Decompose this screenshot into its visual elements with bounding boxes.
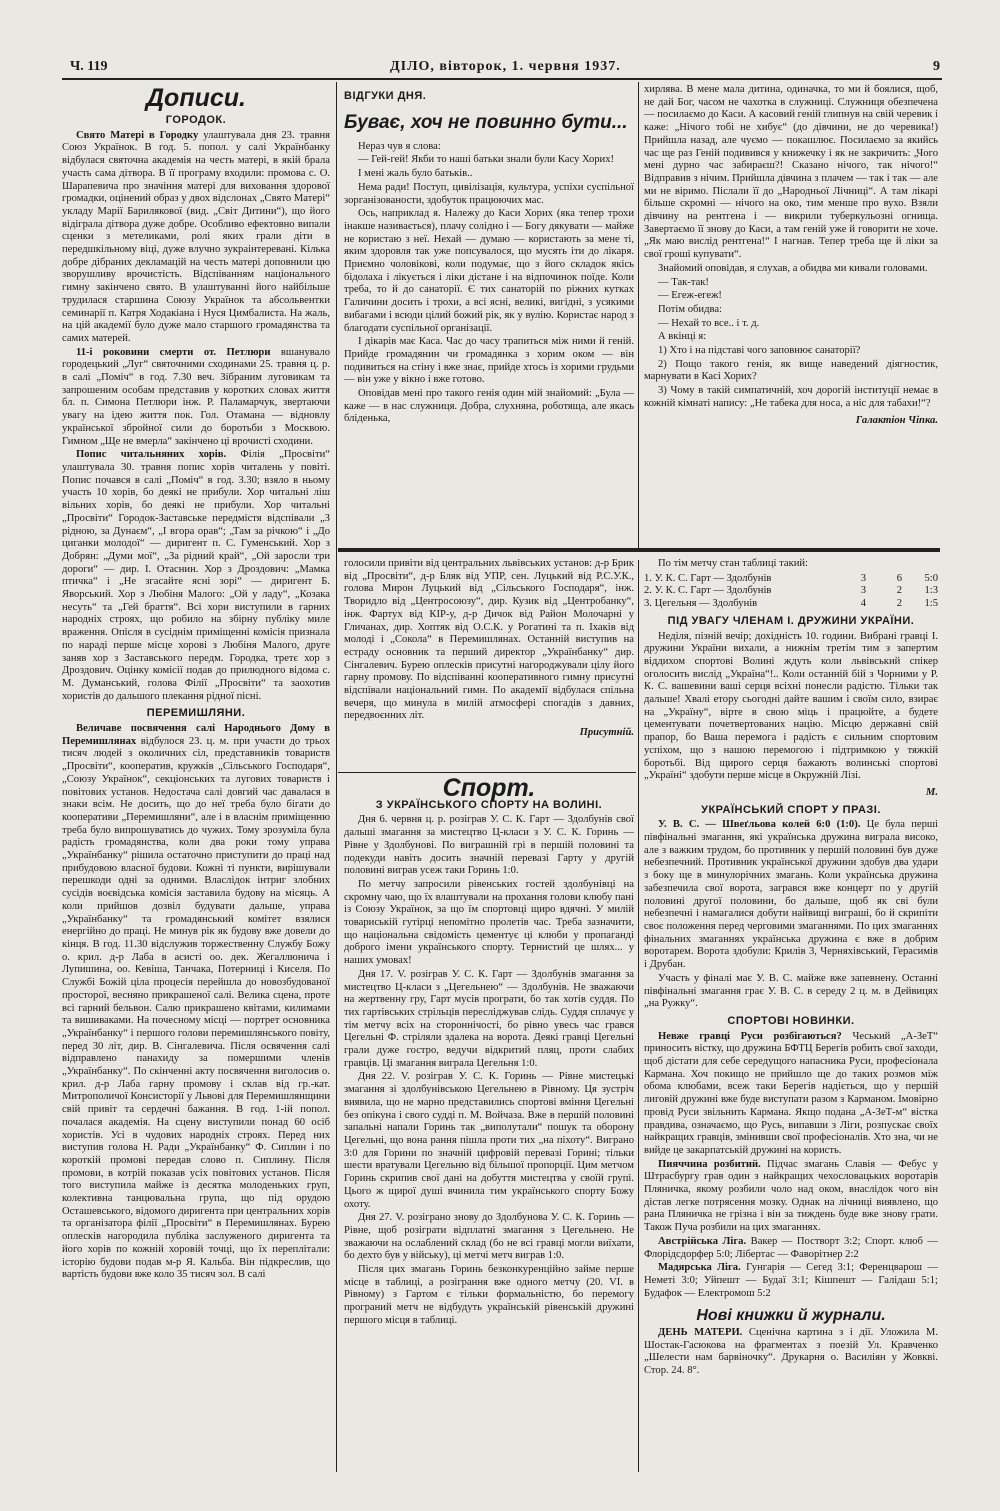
sport-paragraph: Участь у фіналі має У. В. С. майже вже запевнену. Останні півфінальні змагання грає У. В. С. в середу 2 ц. м. в Дейвицях „на Ружку“.: [644, 972, 938, 1010]
news-item: Мадярська Ліга. Гунгарія — Сегед 3:1; Ференцварош — Неметі 3:0; Уйпешт — Будаї 3:1; Кішпешт — Галідаш 5:1; Будафок — Електромош 5:2: [644, 1262, 938, 1299]
column-sport: [344, 776, 634, 1472]
standings-intro: По тім метчу стан таблиці такий:: [658, 558, 809, 569]
goals-cell: 1:5: [924, 598, 938, 610]
paragraph-lead: У. В. С. — Швеґльова колей 6:0 (1:0).: [658, 819, 861, 831]
games-cell: 3: [860, 585, 866, 597]
feature-paragraph: 2) Пощо такого генія, як вище наведений діягностик, марнувати в Касі Хорих?: [644, 358, 938, 383]
feature-paragraph: хирлява. В мене мала дитина, одиначка, то ми й боялися, щоб, не дай Бог, часом не чахотка в служниці. Служниця обезпечена — посилаємо до Каси. А касовий геній глипнув на свій черевик і каже: „Нічого тобі не хибує“ (до дівчини, не до черевика!) Прийшла назад, але чуємо — покашлює. Посилаємо за якийсь час ще раз Геній подивився у книжечку і як не закричить: „Чого мені дурно час забираєш?! Сказано нічого, так нічого!“ Відправив з нічим. Прийшла дівчина з плачем — так і так — але ми не віримо. Післали її до „Народньої Лічниці“. А там лікарі більше скромні — нічого на око, тим менше про вухо. Взяли дівчину на рентгена і — викрили туберкульозні огнища. Завертаємо її знову до Каси, а там геній уже й говорити не хоче. „Як маю вислід рентгена!“ І нагнав. Тепер треба ще й ліки за свої гроші купувати“.: [644, 84, 938, 261]
sport-paragraph: Дня 6. червня ц. р. розіграв У. С. К. Гарт — Здолбунів свої дальші змагання за мистецтво Ц-класи з У. С. К. Горинь — Рівне у Здолбунові. По виграшній грі в першій половині та подекуди навіть досить значній перевазі Гарту у другій половині виграв усеж таки Горинь 1:0.: [344, 814, 634, 877]
column-divider: [638, 82, 639, 552]
subsection-heading: ПЕРЕМИШЛЯНИ.: [146, 707, 246, 720]
column-feature-continued: [644, 84, 938, 544]
page-header: [60, 55, 940, 77]
subsection-heading: ГОРОДОК.: [165, 114, 227, 126]
article-paragraph: Попис читальняних хорів. Філія „Просвіти“ улаштувала 30. травня попис хорів читалень у повіті. Попис почався в салі „Поміч“ в год. 3.30; взяло в ньому участь 10 хорів, бо деякі не прибули. Хор читальні ліш вільних хорів, бо деякі не прибули. Хор читальні „Просвіти“ Городок-Заставське передмістя відспівали „З рідною, за Дунаєм“, „І вгора орав“; „Там за річкою“ і „До циганки молодої“ — диригент п. С. Гуменський. Хор з Добрян: „Думи мої“, „За рідний край“, „Ой заросли три дороги“ — дир. І. Отаснин. Хор з Дроздович: „Мамка птичка“ і „Не згасайте ясні зорі“ — диригент Б. Яворський. Хор з Любіня Малого: „Ой у ладу“, „Козака несуть“ та „Гей браття“. Всі хори виступили в гарних народніх строях, що робило на збірну публіку миле враження. Опісля в сусіднім приміщенні комісія признала по нараді перше місце хорові з Любіня Малого, друге заняв хор з Заставського передм. Городка, третє хор з Дроздович. Оцінку комісії подав до прилюдного відома с. М. Думанський, голова Філії „Просвіти“ та заохотив хористів до дальшого плекання рідної пісні.: [62, 449, 330, 702]
sport-paragraph: Дня 27. V. розіграно знову до Здолбунова У. С. К. Горинь — Рівне, щоб розіграти відплатні змагання з Цегельнею. Не зважаючи на ослаблений склад (бо не всі гравці могли виїхати, бо дехто був у війську), ці метчі метч виграв 1:0.: [344, 1212, 634, 1262]
team-cell: 2. У. К. С. Гарт — Здолбунів: [644, 585, 772, 597]
feature-paragraph: Знайомий оповідав, я слухав, а обидва ми кивали головами.: [658, 262, 928, 274]
paragraph-lead: Попис читальняних хорів.: [76, 449, 227, 461]
feature-paragraph: І дікарів має Каса. Час до часу трапиться між ними й геній. Прийде громадянин чи громадянка з хорим оком — він подивиться на стіну і вже знає, прийде хтось із хорими грудьми — він уже у вікно і вже готово.: [344, 336, 634, 386]
feature-title: Буває, хоч не повинно бути...: [344, 111, 628, 133]
article-paragraph: Величаве посвячення салі Народнього Дому в Перемишлянах відбулося 23. ц. м. при участи до трьох тисяч людей з околичних сіл, представників товариств „Просвіти“, кооператив, кружків „Сільського Господаря“, „Союзу Українок“, секціонських та лугових товариств і повітових установ. Недостача салі довгий час давалася в знаки всім. Не досить, що до неї треба було бігати до кооперативи „Перемишляни“, але і в власнім приміщенню треба було випрошуватись до чужих. Тому зрозуміла була радість громадянства, коли два роки тому управа „Українбанку“ рішила остаточно приступити до праці над прибудовою власної будови. Кожні ті пункти, вирішували перешкоди одні за одними. Власлідок інтриг злобних сусідів воєвідська комісія заставила будову на місяць. А коли прийшов дозвіл будувати дальше, управа „Українбанку“ та громадянський комітет взялися енергійно до праці. Не минув рік як будову вже довели до кінця. В год. 11.30 відслужив торжественну Службу Божу о. крил. д-р Лаба в асисті оо. дек. Жегаллюнича і Лупишина, оо. Кевіша, Танчака, Потерниці і Киселя. По Службі Божій ціла процесія перейшла до новозбудованої просторої, весняно прикрашеної салі. Велика сцена, проте всі гарний бельвон. Салю прикрашено квітами, килимами та вишиваками. На почесному місці — портрет основника „Українбанку“ і першого голови перемишлянського повіту, перед 30 літ, дир. В. Сінгалевича. Після освячення салі відправлено панахиду за помершими членів „Українбанку“. По скінченні акту посвячення виголосив о. крил. д-р Лаба гарну промову і склав від гр.-кат. Митрополичої Консисторії у Львові для Перемишлянщини свій привіт та сердечні бажання. В год. 1-ій попол. почалася академія. На сцену виступили понад 60 осіб хористів. Усі в чудових народніх строях. Перед них виступив голова Н. Ради „Українбанку“ Ф. Сиплин і по короткій промові передав слово п. Сиплину. Після промови, в котрій показав усіх повітових установ. Після того виступила майже із десятка молоденьких груп, колективна танцювальна група, що під орудою Осташевського, відомого диригента при центральних хорів та організатора філії „Просвіти“ в Перемишлянах. Бурею оплесків нагородила публіка заслуженого диригента та його хорів по кожній хоровій точці, що їх переплітали: історію будови подав м-р Я. Кальба. Він підкреслив, що вартість будови вже коло 35 тисяч зол. В салі: [62, 723, 330, 1281]
books-paragraph: ДЕНЬ МАТЕРИ. Сценічна картина з і дії. Уложила М. Шостак-Гасюкова на фрагментах з поезій Ул. Кравченко „Шелести нам барвіночку“. Друкарня о. Василіян у Жовкві. Стор. 24. 8°.: [644, 1327, 938, 1377]
team-cell: 1. У. К. С. Гарт — Здолбунів: [644, 572, 772, 584]
paragraph-lead: ДЕНЬ МАТЕРИ.: [658, 1327, 743, 1339]
section-title: Дописи.: [146, 84, 246, 112]
prague-heading: УКРАЇНСЬКИЙ СПОРТ У ПРАЗІ.: [701, 803, 881, 816]
notice-paragraph: Неділя, пізній вечір; дохідність 10. години. Вибрані гравці І. дружини України вихали, а нижнім третім тим з запертим віддихом спортові Волині ждуть коли львівський спікер оголосить вислід „Україна“!.. Коли останній бій з Чорними у Р. К. С. вашевини ваші серця всіхні понесли радістю. Тільки так дальше! Хвалі етору сьогодні дайте вашим і своїм сило, взирає на „Україну“, вірте в свою міць і працюйте, а будете цементувати почетвертованих націю. Місцю державні свій прапор, бо Ваша перемога і радість є сильним спортовим успіхом, що з нашою перемогою і підтримкою у тяжкій боротьбі. Від щирого серця бажають волинські спортові „Україні“ здобути перше місце в Окружній Лізі.: [644, 630, 938, 782]
feature-paragraph: Нема ради! Поступ, цивілізація, культура, успіхи суспільної зорганізованости, здобуток працюючих мас.: [344, 181, 634, 206]
feature-paragraph: Ось, наприклад я. Належу до Каси Хорих (яка тепер трохи інакше називається), плачу солідно і — Богу дякувати — майже не користаю з неї. Нехай — думаю — користають за мене ті, яким здоровля так уже попсувалося, що мусять іти до лікаря. Приємно чоловікові, коли подумає, що з його складок якісь бідолаха і лікується і ліки дістане і на відпочинок поїде. Коли треба, то й до санаторії. Є тих санаторій по ріжних кутках Галичини досить і трохи, а всі ясні, великі, вигідні, з усякими вибагами і всюди цілий божий рік, як у вулію. Користає народ з благодати суспільної організації.: [344, 208, 634, 334]
standings-row: [644, 585, 938, 598]
column-sport-right: [644, 558, 938, 1472]
article-signature: Присутній.: [579, 727, 634, 739]
paragraph-lead: 11-і роковини смерти от. Петлюри: [76, 346, 271, 358]
feature-paragraph: А вкінці я:: [658, 331, 707, 343]
paragraph-lead: Невже гравці Руси розбігаються?: [658, 1030, 842, 1042]
feature-paragraph: 1) Хто і на підставі чого заповнює санаторії?: [658, 345, 861, 357]
feature-paragraph: Потім обидва:: [658, 303, 722, 315]
paragraph-lead: Величаве посвячення салі Народнього Дому в Перемишлянах: [62, 723, 330, 747]
article-paragraph: голосили привіти від центральних львівських установ: д-р Брик від „Просвіти“, д-р Бляк від УПР, сен. Луцький від Р.С.У.К., голова Мирон Луцький від „Сільського Господаря“, інж. Творидло від „Центросоюзу“, дир. Кузик від „Центробанку“, інж. Фартух від КІР-у, д-р Дичок від Район Молочарні у Гличанах, дир. Хоптяк від О.С.К. у Рогатині та п. Іхаків від молоді і „Сокола“ в Перемишлянах. Останній виступив на естраду основник та перший директор „Українбанку“ дир. Сінгалевич. Бурею оплесків присутні нагороджували цілу його гарну промову. По відспіванні кооперативного гимну присутні відспівали національний гимн. По академії відбулася спільна вечеря, що минула в милій атмосфері спогадів з давних, передвоєнних літ.: [344, 558, 634, 722]
paragraph-lead: Свято Матері в Городку: [76, 129, 199, 141]
news-heading: СПОРТОВІ НОВИНКИ.: [727, 1014, 855, 1027]
page-number: 9: [933, 59, 940, 74]
feature-paragraph: — Так-так!: [658, 276, 709, 288]
news-item: Австрійська Ліга. Вакер — Постворт 3:2; Спорт. клюб — Флорідсдорфер 5:0; Лібертас — Фаворітнер 2:2: [644, 1235, 938, 1260]
goals-cell: 1:3: [924, 585, 938, 597]
standings-table: [644, 573, 938, 611]
paragraph-lead: Мадярська Ліга.: [658, 1262, 741, 1274]
sport-paragraph: По метчу запросили рівенських гостей здолбунівці на скромну чаю, що їх влаштували на прохання голови клюбу пані із Союзу Українок, за що їм спортовці щиро вдячні. У милій товариській гутірці непомітно пролетів час. Треба зазначити, що національна свідомість цементує ці клюби у пропаганді доброго імени українського спорту. Тернистий це шлях... у наших умовах!: [344, 878, 634, 967]
article-paragraph: Свято Матері в Городку улаштувала дня 23. травня Союз Українок. В год. 5. попол. у салі Українбанку відбулася святочна академія на честь матері, в якій брала участь сама дітвора. В її програму входили: промова с. О. Шарапевича про значіння матері для виховання здорової громадки, оцінений образ у двох відслонах „Свято Матері“ укладу Марії Барилякової (вид. „Світ Дитини“), що його відіграла дітвора дуже добре. Особливо ефектовно випали сценки з метеликами, ролі яких грали діти в передшкільному віці, дуже влучно зукраінтеревані. Кілька добре дібраних декламацій на честь матері доповнили цю зворушливу врочистість. Відспіванням національного гимну закінчено свято. В улаштуванні його найбільше трудилася старшина Союзу Українок та абсольвентки семинарії п. Катря Ходакіана і Нуся Цимбалиста. На жаль, на цій академії було дуже мало старшого громадянства та самих матерей.: [62, 129, 330, 344]
sport-paragraph: У. В. С. — Швеґльова колей 6:0 (1:0). Це була перші півфінальні змагання, які українська дружина виграла високо, але з важким трудом, бо противник у першій половині був дуже небезпечний. Противник української дружини здобув два удари з боку ще в минулорічних змагань. Коли українська дружина забезпечила свої ворота, загрався вже концерт по у другій половині другої половини, бо дальше, щоб як сві були небезпечні і намагалися добути найвищі виграші, бо й скрипіти своє положення перед черговими змаганнями. По цих змаганнях фінальних змаганнях українська дружина є вже в добрим воротарем. Ворота здобули: Крилів 3, Черняхівський, Герасимів і Друбан.: [644, 819, 938, 971]
goals-cell: 5:0: [924, 572, 938, 584]
masthead-date: ДІЛО, вівторок, 1. червня 1937.: [390, 59, 621, 74]
feature-paragraph: Оповідав мені про такого генія один мій знайомий: „Була — каже — в нас служниця. Добра, слухняна, роботяща, але якась бліденька,: [344, 388, 634, 425]
standings-row: [644, 573, 938, 586]
feature-paragraph: — Егеж-егеж!: [658, 290, 722, 302]
column-dopysy: [62, 84, 330, 1472]
sport-paragraph: Дня 22. V. розіграв У. С. К. Горинь — Рівне мистецькі змагання зі здолбунівською Цегельнею в Рівному. Ця зустріч виявила, що не марно представились спортові вміння Цегельні без опікуна і свого судді п. М. Войчаза. Вже в першій половині запальні напали Горинь так „виполутали“ пошук та оборону Цегельні, що вона рання пішла проти тих „на піхоту“. Виграно 3:0 для Горини по значній цифровій перевазі Горині; тільки шести вратували Цегельню від більшої пропорції. Цим метчом Горинь скрипив свої дані на добуття мистецтва у своїй групі. Цього ж щирої душі вчинила тим українського спорту Божу охоту.: [344, 1071, 634, 1210]
sport-paragraph: Після цих змагань Горинь безконкуренційно займе перше місце в таблиці, а розіграння вже одного метчу (20. VI. в Рівному) з Гартом є тільки формальністю, бо перемогу програний метч не відбудуть українській рівенській дружині першого місця в таблиці.: [344, 1264, 634, 1326]
news-item: Пияччина розбитий. Підчас змагань Славія — Фебус у Штрасбургу грав один з найкращих чехословацьких воротарів Пляничка, якому розбили чоло над оком, внаслідок чого він дістав легке потрясення мозку. Однак на лічниці виявлено, що рана Пляничка не грізна і він за тиждень буде вже знову грати. Також Пуча розбили на цих змаганнях.: [644, 1158, 938, 1234]
games-cell: 3: [860, 572, 866, 584]
paragraph-lead: Австрійська Ліга.: [658, 1235, 747, 1247]
feature-paragraph: 3) Чому в такій симпатичній, хоч дорогій інституції немає в кожній кімнаті напису: „Не табека для носа, а ніс для табахи!“?: [644, 385, 938, 409]
column-feature: [344, 90, 634, 542]
feature-paragraph: Нераз чув я слова:: [358, 140, 441, 152]
feature-paragraph: І мені жаль було батьків..: [358, 168, 473, 180]
games-cell: 4: [860, 598, 866, 610]
feature-kicker: ВІДГУКИ ДНЯ.: [344, 90, 427, 102]
news-item: Невже гравці Руси розбігаються? Чеський „А-ЗеТ“ приносить вістку, що дружина БФТЦ Берегів робить свої заходи, щоб дістати для себе середущого напасника Руси, професіонала Кармана. Хоч покищо не прийшло ще до таких розмов між обома клюбами, всеж таки Берегів надіється, що у першій лиговій дружині вже буде виступати разом з Карманом. Імовірно провід Руси звільнить Кармана. Якщо подана „А-ЗеТ-м“ вістка правдива, означаємо, що Русь, випавши з Ліги, розпускає своїх найкращих гравців, змінивши свої професіоналів. Хто зна, чи не вийде це закарпатській дружині на користь.: [644, 1030, 938, 1156]
column-divider: [638, 560, 639, 1472]
points-cell: 6: [896, 572, 902, 584]
notice-heading: ПІД УВАГУ ЧЛЕНАМ І. ДРУЖИНИ УКРАЇНИ.: [667, 614, 915, 627]
points-cell: 2: [896, 585, 902, 597]
article-paragraph: 11-і роковини смерти от. Петлюри вшанувало городецький „Луг“ святочними сходинами 25. травня ц. р. в салі „Поміч“ в год. 7.30 веч. Зібраним луговикам та запрошеним особам представив у коротких словах життя бл. п. Симона Петлюри інж. Р. Паламарчук, звертаючи увагу на ідею життя пок. Гол. Отамана — відновлу української збройної сили до боротьби з Москвою. Гимном „Ще не вмерла“ закінчено ці врочисті сходини.: [62, 346, 330, 447]
header-rule: [62, 78, 942, 80]
notice-signature: М.: [925, 786, 938, 798]
issue-number: Ч. 119: [70, 59, 108, 74]
team-cell: 3. Цегельня — Здолбунів: [644, 598, 758, 610]
section-rule: [338, 772, 636, 773]
paragraph-lead: Пияччина розбитий.: [658, 1158, 761, 1170]
sport-paragraph: Дня 17. V. розіграв У. С. К. Гарт — Здолбунів змагання за мистецтво Ц-класи з „Цегельнею“ — Здолбунів. Не зважаючи на жертвенну гру, Гарт мусів програти, бо так хотів суддя. По тих гартівських стрільців пересліджував слідь. Суддя сплачує у тім метчу всіх на стороннічості, бо рівно увесь час грався Цегельні Ф. стріляли здалека на ворота. Деякі гравці Цегельні грали дуже гостро, ведучи відкритий пляц, проти слабих гравців. Ці змагання виграла Цегельня 1:0.: [344, 968, 634, 1069]
feature-paragraph: — Гей-гей! Якби то наші батьки знали були Касу Хорих!: [358, 154, 615, 166]
column-divider: [336, 82, 337, 1472]
feature-signature: Галактіон Чіпка.: [855, 414, 938, 426]
column-continuation: [344, 558, 634, 768]
books-heading: Нові книжки й журнали.: [696, 1307, 886, 1325]
sport-title: Спорт.: [442, 776, 536, 802]
sport-subtitle: З УКРАЇНСЬКОГО СПОРТУ НА ВОЛИНІ.: [375, 798, 603, 811]
feature-paragraph: — Нехай то все.. і т. д.: [658, 317, 760, 329]
points-cell: 2: [896, 598, 902, 610]
feature-rule: [338, 548, 940, 552]
standings-row: [644, 598, 938, 611]
